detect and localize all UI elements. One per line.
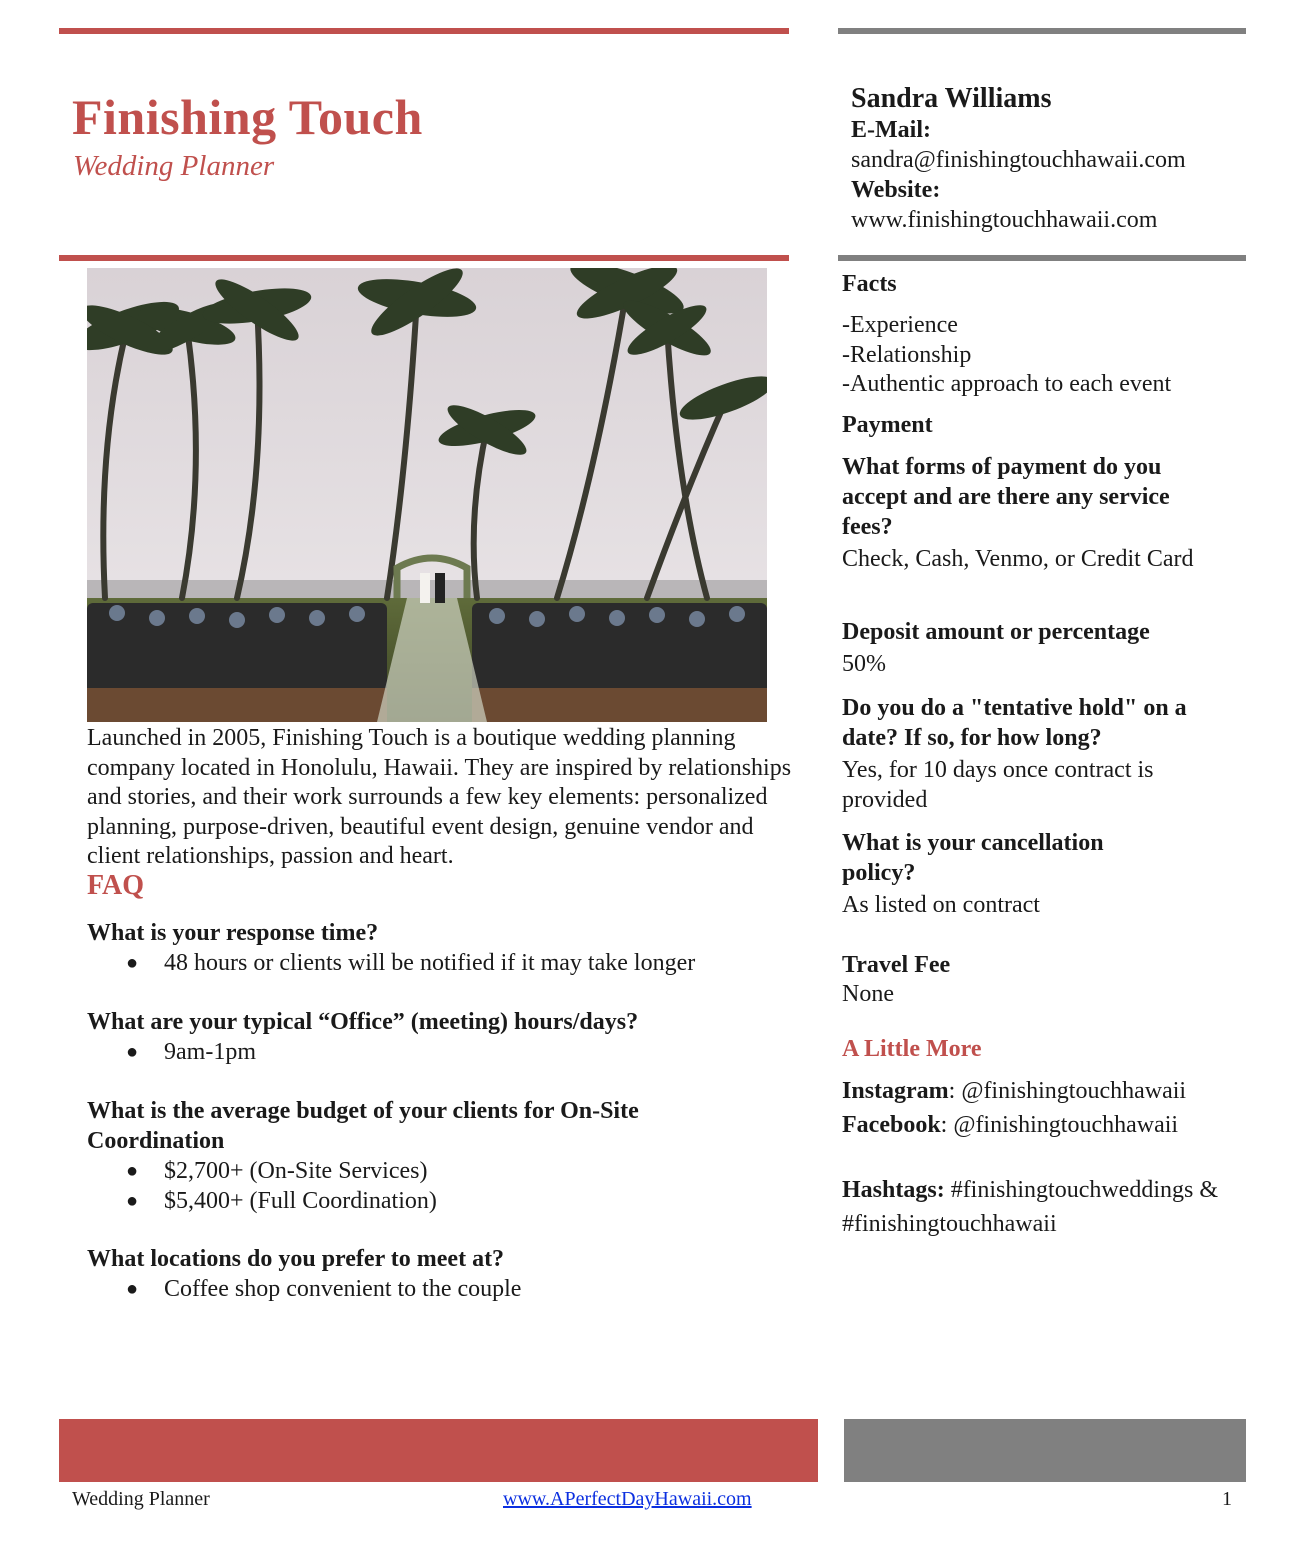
footer-bar-left	[59, 1419, 818, 1482]
cancellation-answer: As listed on contract	[842, 892, 1040, 918]
website-link[interactable]: www.finishingtouchhawaii.com	[851, 207, 1158, 233]
header-bottom-rule-right	[838, 255, 1246, 261]
faq-item	[87, 1096, 707, 1216]
faq-answer-item	[87, 1037, 787, 1067]
cancellation-question: What is your cancellation policy?	[842, 830, 1104, 886]
faq-question: What locations do you prefer to meet at?	[87, 1246, 505, 1272]
footer-label: Wedding Planner	[72, 1488, 210, 1510]
faq-answer-item	[87, 948, 787, 978]
bullet-icon: ●	[126, 952, 139, 974]
faq-answer-item	[87, 1156, 707, 1186]
faq-answer: $5,400+ (Full Coordination)	[164, 1188, 437, 1214]
payment-heading: Payment	[842, 412, 933, 438]
company-title: Finishing Touch	[72, 89, 423, 145]
faq-question: What is your response time?	[87, 920, 379, 946]
facts-item: -Relationship	[842, 341, 972, 368]
top-rule-left	[59, 28, 789, 34]
company-subtitle: Wedding Planner	[73, 150, 275, 182]
faq-item	[87, 1244, 787, 1304]
facebook-label: Facebook	[842, 1112, 941, 1138]
intro-paragraph: Launched in 2005, Finishing Touch is a boutique wedding planning company located in Honolulu, Hawaii. They are inspired by relationships and stories, and their work surrounds a few key elements: personalized planning, purpose-driven, beautiful event design, genuine vendor and client relationships, passion and heart.	[87, 725, 792, 869]
email-link[interactable]: sandra@finishingtouchhawaii.com	[851, 147, 1186, 173]
a-little-more-heading: A Little More	[842, 1036, 982, 1062]
header-bottom-rule-left	[59, 255, 789, 261]
top-rule-right	[838, 28, 1246, 34]
facts-heading: Facts	[842, 271, 897, 297]
faq-question: What is the average budget of your clients for On-Site Coordination	[87, 1098, 639, 1154]
footer-website-link[interactable]: www.APerfectDayHawaii.com	[503, 1488, 752, 1510]
footer-bar-right	[844, 1419, 1246, 1482]
email-label: E-Mail:	[851, 117, 931, 143]
hashtags-label: Hashtags:	[842, 1177, 945, 1203]
travel-fee-value: None	[842, 981, 894, 1007]
deposit-answer: 50%	[842, 651, 886, 677]
instagram-line	[842, 1077, 1262, 1107]
faq-heading: FAQ	[87, 870, 145, 901]
faq-answer: $2,700+ (On-Site Services)	[164, 1158, 428, 1184]
bullet-icon: ●	[126, 1041, 139, 1063]
faq-item	[87, 1007, 787, 1067]
faq-answer-item	[87, 1274, 787, 1304]
bullet-icon: ●	[126, 1160, 139, 1182]
faq-answer: 48 hours or clients will be notified if it may take longer	[164, 950, 696, 976]
facebook-handle[interactable]: : @finishingtouchhawaii	[940, 1112, 1179, 1138]
website-label: Website:	[851, 177, 941, 203]
facebook-line	[842, 1111, 1262, 1141]
deposit-question: Deposit amount or percentage	[842, 619, 1150, 645]
instagram-label: Instagram	[842, 1078, 949, 1104]
faq-question: What are your typical “Office” (meeting) hours/days?	[87, 1009, 639, 1035]
contact-block	[851, 82, 1251, 235]
bullet-icon: ●	[126, 1278, 139, 1300]
faq-item	[87, 918, 787, 978]
payment-question-forms: What forms of payment do you accept and are there any service fees?	[842, 454, 1170, 540]
bullet-icon: ●	[126, 1190, 139, 1212]
hashtags-line	[842, 1173, 1232, 1241]
faq-answer-item	[87, 1186, 707, 1216]
instagram-handle[interactable]: : @finishingtouchhawaii	[948, 1078, 1187, 1104]
tentative-hold-question: Do you do a "tentative hold" on a date? If so, for how long?	[842, 695, 1187, 751]
facts-item: -Experience	[842, 312, 958, 338]
faq-answer: 9am-1pm	[164, 1039, 256, 1065]
payment-answer-forms: Check, Cash, Venmo, or Credit Card	[842, 546, 1194, 572]
faq-answer: Coffee shop convenient to the couple	[164, 1276, 522, 1302]
tentative-hold-answer: Yes, for 10 days once contract is provided	[842, 757, 1154, 813]
hashtags-value: #finishingtouchweddings & #finishingtouchhawaii	[842, 1177, 1219, 1237]
contact-name: Sandra Williams	[851, 83, 1052, 114]
page-number: 1	[1222, 1488, 1232, 1510]
facts-list	[842, 311, 1242, 400]
wedding-ceremony-photo	[87, 268, 767, 722]
facts-item: -Authentic approach to each event	[842, 371, 1172, 397]
travel-fee-heading: Travel Fee	[842, 952, 951, 978]
